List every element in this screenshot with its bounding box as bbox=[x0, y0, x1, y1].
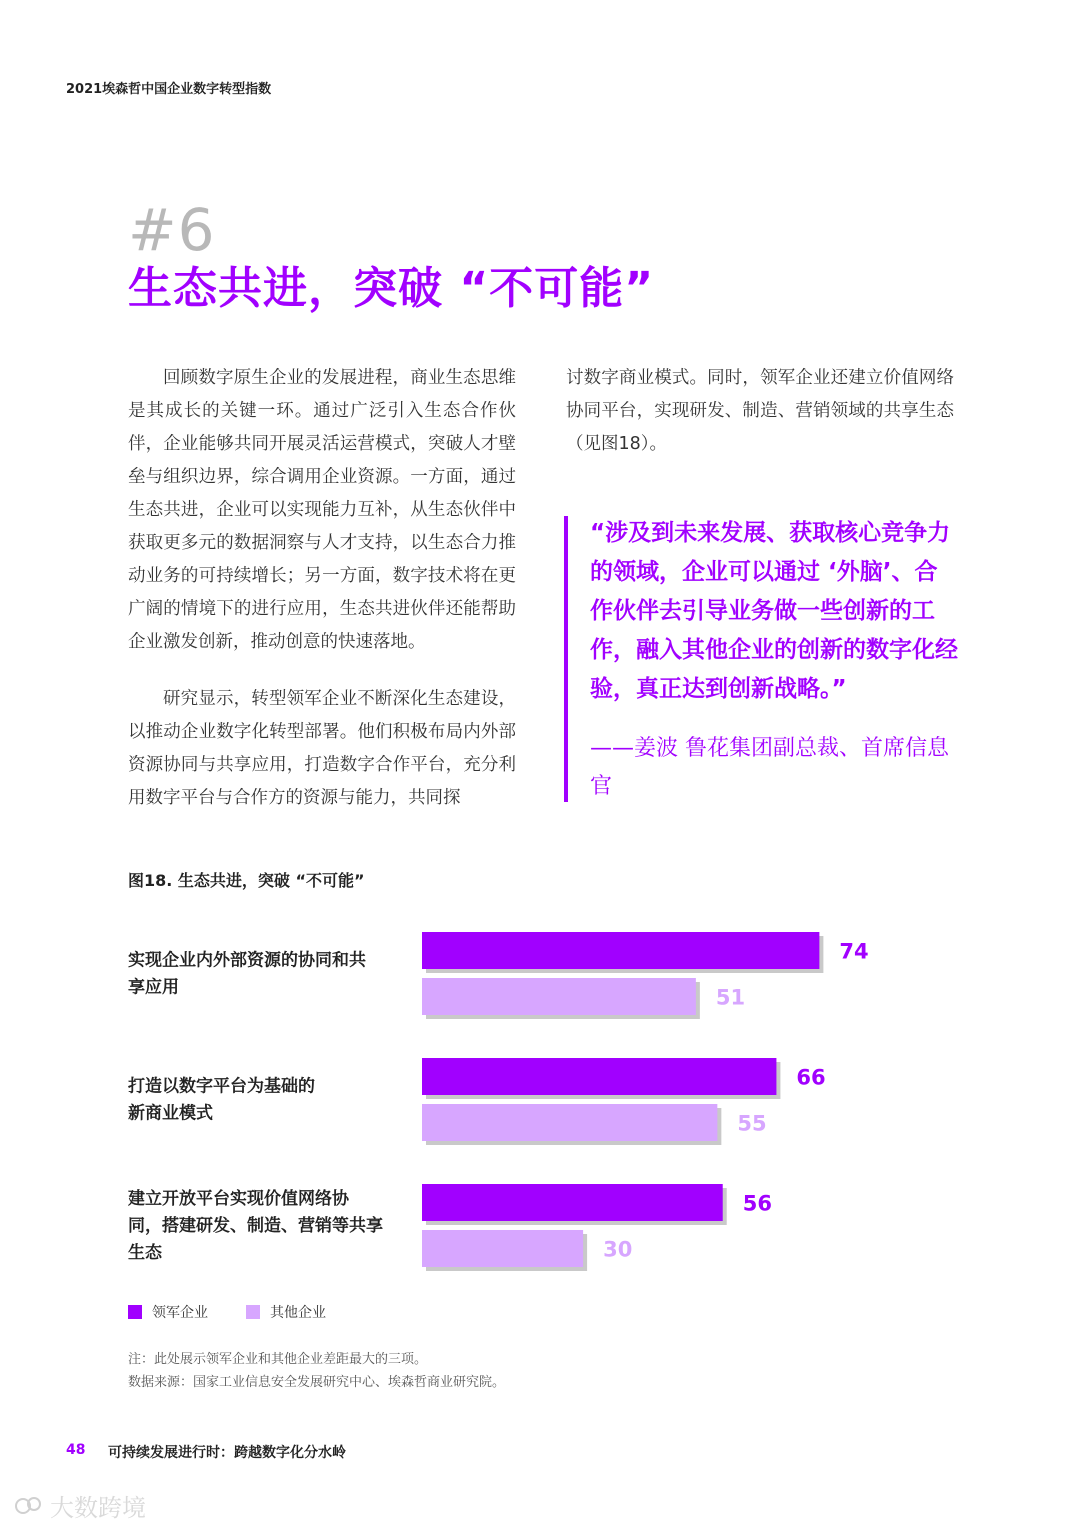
section-title: 生态共进，突破 “不可能” bbox=[128, 263, 655, 314]
data-label: 51 bbox=[715, 985, 746, 1010]
body-paragraph: 讨数字商业模式。同时，领军企业还建立价值网络协同平台，实现研发、制造、营销领域的共享生态（见图18）。 bbox=[566, 368, 954, 454]
bar-leader bbox=[422, 1184, 723, 1221]
data-label: 56 bbox=[742, 1191, 772, 1216]
page-number: 48 bbox=[66, 1442, 86, 1458]
bar-other bbox=[422, 1230, 583, 1267]
category-label-line: 享应用 bbox=[128, 977, 179, 998]
header-title: 2021埃森哲中国企业数字转型指数 bbox=[66, 82, 272, 97]
category-label-line: 打造以数字平台为基础的 bbox=[128, 1076, 315, 1097]
legend-swatch bbox=[246, 1305, 260, 1319]
legend-label: 其他企业 bbox=[270, 1305, 326, 1321]
category-label-line: 同，搭建研发、制造、营销等共享 bbox=[128, 1216, 383, 1236]
body-paragraph: 回顾数字原生企业的发展进程，商业生态思维是其成长的关键一环。通过广泛引入生态合作伙伴，企业能够共同开展灵活运营模式，突破人才壁垒与组织边界，综合调用企业资源。一方面，通过生态共进，企业可以实现能力互补，从生态伙伴中获取更多元的数据洞察与人才支持，以生态合力推动业务的可持续增长；另一方面，数字技术将在更广阔的情境下的进行应用，生态共进伙伴还能帮助企业激发创新，推动创意的快速落地。 bbox=[128, 368, 516, 652]
legend-label: 领军企业 bbox=[152, 1305, 208, 1321]
legend-swatch bbox=[128, 1305, 142, 1319]
category-label bbox=[128, 950, 366, 998]
data-label: 30 bbox=[603, 1237, 633, 1262]
bar-leader bbox=[422, 1058, 776, 1095]
watermark bbox=[14, 1488, 146, 1523]
watermark-text: 大数跨境 bbox=[50, 1494, 146, 1522]
body-paragraph: 研究显示，转型领军企业不断深化生态建设，以推动企业数字化转型部署。他们积极布局内外部资源协同与共享应用，打造数字合作平台，充分利用数字平台与合作方的资源与能力，共同探 bbox=[128, 689, 516, 808]
chart-legend bbox=[128, 1302, 364, 1322]
category-label-line: 新商业模式 bbox=[128, 1103, 213, 1124]
watermark-logo-icon bbox=[14, 1494, 44, 1518]
chart-source: 数据来源：国家工业信息安全发展研究中心、埃森哲商业研究院。 bbox=[128, 1375, 506, 1390]
legend-item-leader bbox=[128, 1302, 208, 1322]
legend-item-other bbox=[246, 1302, 326, 1322]
data-label: 55 bbox=[737, 1111, 767, 1136]
category-label-line: 实现企业内外部资源的协同和共 bbox=[128, 950, 366, 971]
chart-note: 注：此处展示领军企业和其他企业差距最大的三项。 bbox=[128, 1352, 428, 1367]
data-label: 74 bbox=[839, 939, 869, 964]
data-label: 66 bbox=[796, 1065, 826, 1090]
bar-other bbox=[422, 978, 696, 1015]
quote-attribution: ——姜波 鲁花集团副总裁、首席信息官 bbox=[590, 736, 949, 799]
section-number: #6 bbox=[128, 196, 216, 264]
figure-title: 图18. 生态共进，突破 “不可能” bbox=[128, 871, 365, 890]
bar-other bbox=[422, 1104, 717, 1141]
category-label-line: 建立开放平台实现价值网络协 bbox=[128, 1189, 349, 1209]
category-label-line: 生态 bbox=[128, 1243, 162, 1263]
category-label bbox=[128, 1188, 383, 1263]
pull-quote: “涉及到未来发展、获取核心竞争力的领域，企业可以通过 ‘外脑’、合作伙伴去引导业务做一些创新的工作，融入其他企业的创新的数字化经验，真正达到创新战略。” bbox=[590, 520, 958, 702]
bar-leader bbox=[422, 932, 819, 969]
category-label bbox=[128, 1076, 315, 1124]
footer-title: 可持续发展进行时：跨越数字化分水岭 bbox=[108, 1445, 346, 1461]
